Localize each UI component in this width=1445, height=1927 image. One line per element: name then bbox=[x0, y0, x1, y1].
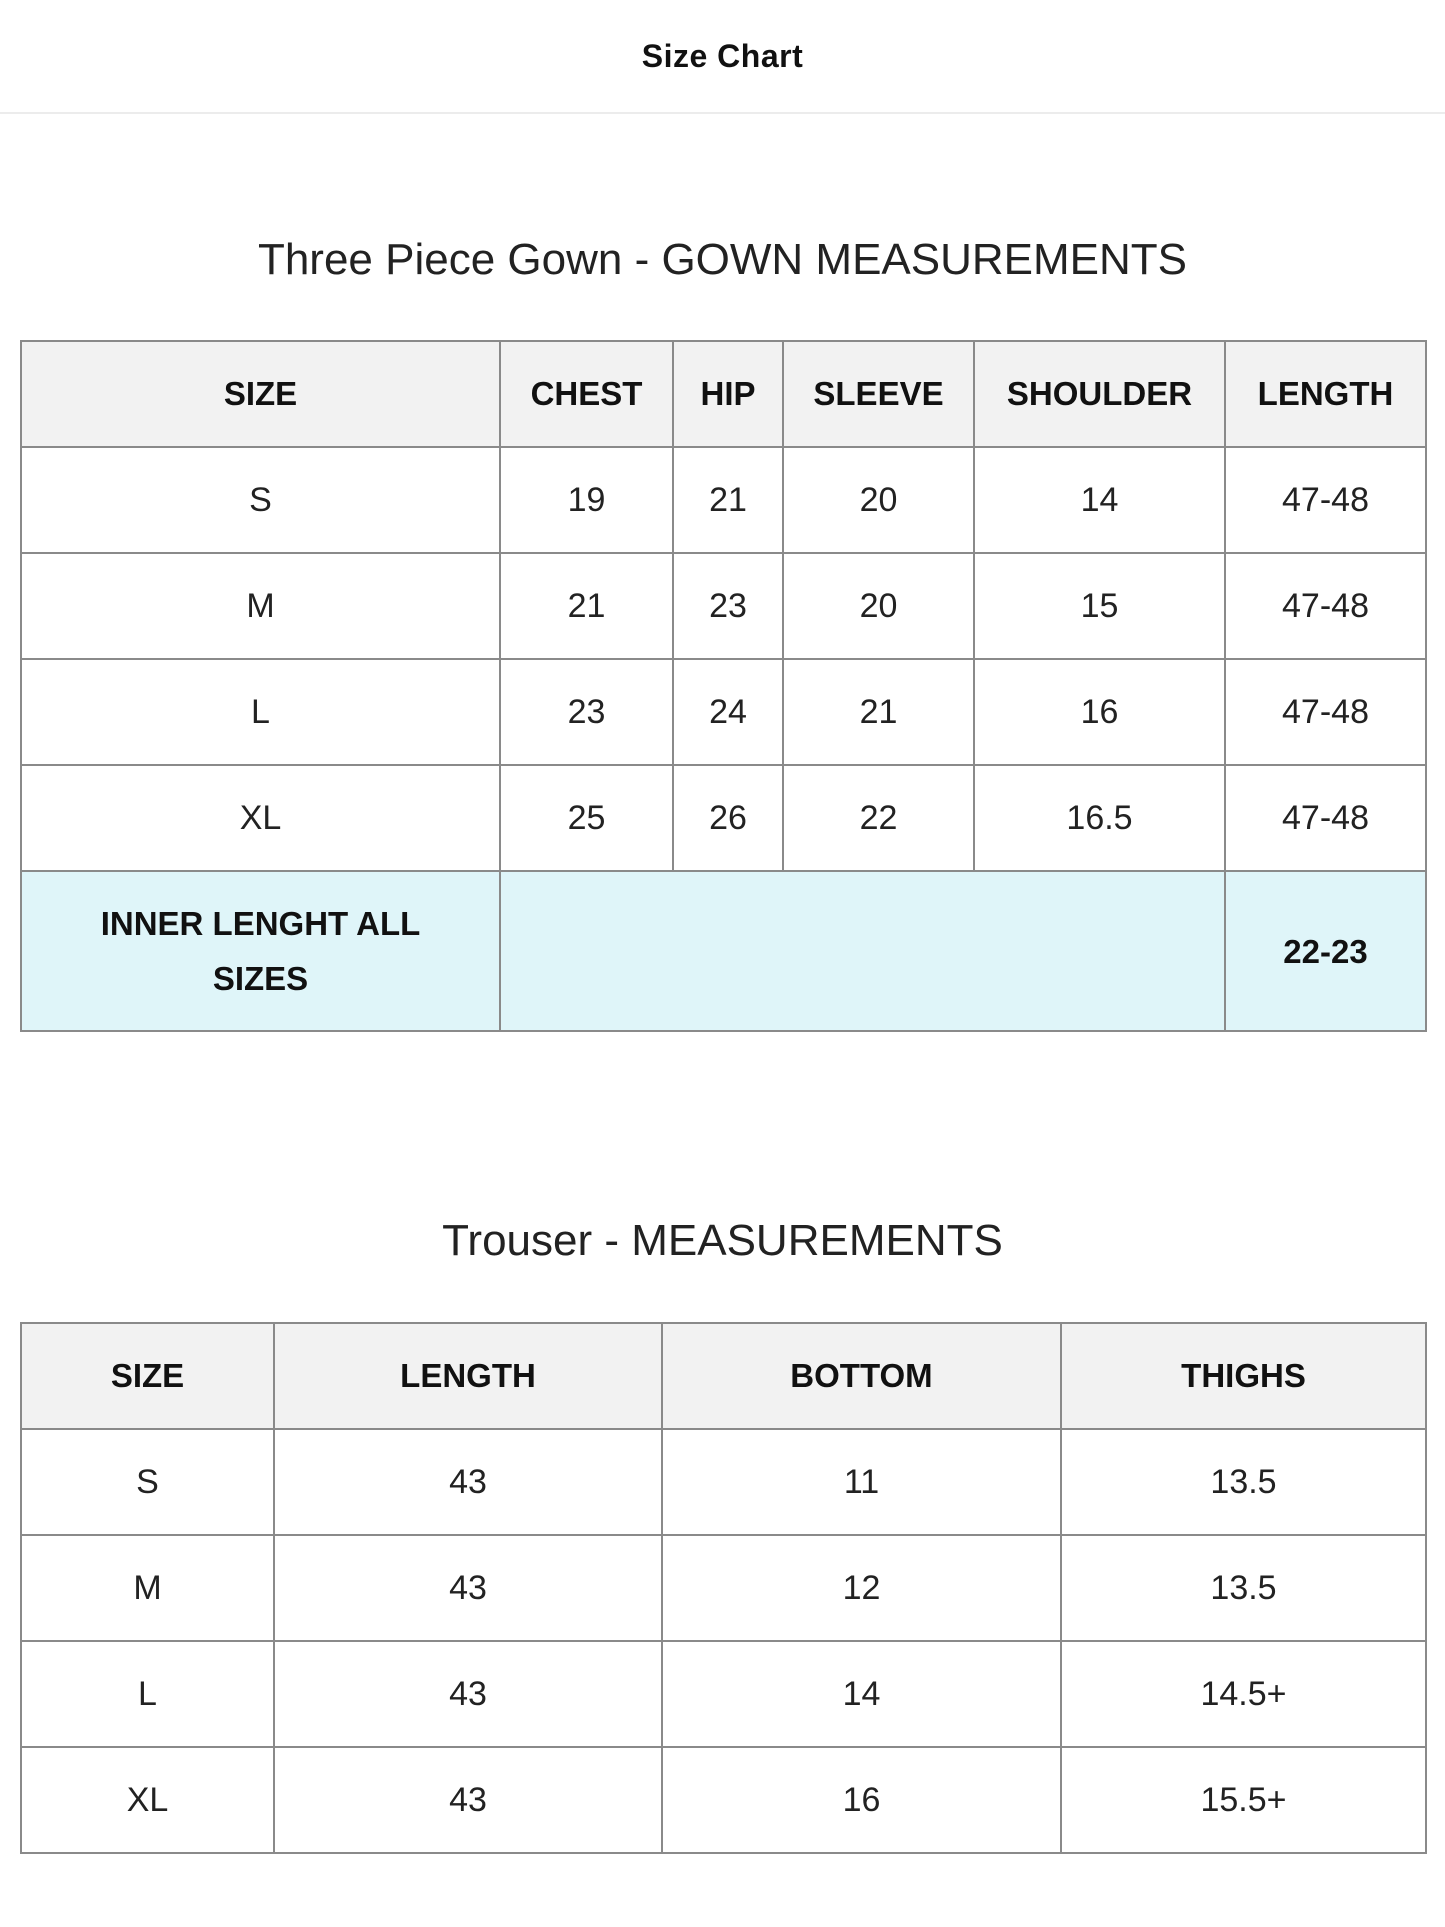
inner-length-row bbox=[21, 871, 1426, 1031]
column-header-thighs: THIGHS bbox=[1061, 1323, 1426, 1429]
trouser-measurements-table bbox=[20, 1322, 1427, 1854]
table-cell: 16 bbox=[662, 1747, 1061, 1853]
column-header-shoulder: SHOULDER bbox=[974, 341, 1225, 447]
table-cell: L bbox=[21, 659, 500, 765]
table-cell: 21 bbox=[783, 659, 974, 765]
table-header-row bbox=[21, 341, 1426, 447]
table-header-row bbox=[21, 1323, 1426, 1429]
column-header-chest: CHEST bbox=[500, 341, 673, 447]
table-cell: 14 bbox=[974, 447, 1225, 553]
table-cell: 47-48 bbox=[1225, 447, 1426, 553]
table-cell: 22 bbox=[783, 765, 974, 871]
table-cell: L bbox=[21, 1641, 274, 1747]
table-cell: 14.5+ bbox=[1061, 1641, 1426, 1747]
trouser-section-title: Trouser - MEASUREMENTS bbox=[442, 1216, 1003, 1265]
column-header-size: SIZE bbox=[21, 341, 500, 447]
table-cell: M bbox=[21, 553, 500, 659]
table-cell: 43 bbox=[274, 1535, 662, 1641]
top-bar bbox=[0, 0, 1445, 114]
gown-section-title: Three Piece Gown - GOWN MEASUREMENTS bbox=[257, 235, 1188, 284]
table-cell: S bbox=[21, 1429, 274, 1535]
table-cell: 11 bbox=[662, 1429, 1061, 1535]
table-cell: 26 bbox=[673, 765, 783, 871]
table-cell: XL bbox=[21, 1747, 274, 1853]
table-cell: 47-48 bbox=[1225, 659, 1426, 765]
table-row bbox=[21, 1747, 1426, 1853]
table-row bbox=[21, 447, 1426, 553]
inner-length-value: 22-23 bbox=[1225, 871, 1426, 1031]
gown-measurements-table bbox=[20, 340, 1427, 1032]
table-cell: S bbox=[21, 447, 500, 553]
table-row bbox=[21, 1429, 1426, 1535]
table-cell: 20 bbox=[783, 553, 974, 659]
table-cell: 21 bbox=[673, 447, 783, 553]
table-cell: 20 bbox=[783, 447, 974, 553]
column-header-bottom: BOTTOM bbox=[662, 1323, 1061, 1429]
table-cell: 12 bbox=[662, 1535, 1061, 1641]
table-cell: 16 bbox=[974, 659, 1225, 765]
table-cell: 23 bbox=[500, 659, 673, 765]
inner-length-label: INNER LENGHT ALL SIZES bbox=[21, 871, 500, 1031]
table-cell: 21 bbox=[500, 553, 673, 659]
table-cell: 23 bbox=[673, 553, 783, 659]
table-cell: 15.5+ bbox=[1061, 1747, 1426, 1853]
table-cell: 43 bbox=[274, 1747, 662, 1853]
table-row bbox=[21, 1641, 1426, 1747]
table-cell: 43 bbox=[274, 1429, 662, 1535]
table-cell: M bbox=[21, 1535, 274, 1641]
table-cell: 13.5 bbox=[1061, 1535, 1426, 1641]
column-header-length: LENGTH bbox=[1225, 341, 1426, 447]
table-cell: 47-48 bbox=[1225, 765, 1426, 871]
column-header-size: SIZE bbox=[21, 1323, 274, 1429]
table-cell: 47-48 bbox=[1225, 553, 1426, 659]
table-row bbox=[21, 1535, 1426, 1641]
table-cell: 13.5 bbox=[1061, 1429, 1426, 1535]
table-row bbox=[21, 765, 1426, 871]
table-cell: XL bbox=[21, 765, 500, 871]
column-header-sleeve: SLEEVE bbox=[783, 341, 974, 447]
column-header-length: LENGTH bbox=[274, 1323, 662, 1429]
table-cell: 43 bbox=[274, 1641, 662, 1747]
table-cell: 19 bbox=[500, 447, 673, 553]
table-row bbox=[21, 553, 1426, 659]
table-cell: 25 bbox=[500, 765, 673, 871]
column-header-hip: HIP bbox=[673, 341, 783, 447]
page-title: Size Chart bbox=[641, 37, 804, 74]
table-cell: 14 bbox=[662, 1641, 1061, 1747]
table-cell: 15 bbox=[974, 553, 1225, 659]
inner-length-empty-cell bbox=[500, 871, 1225, 1031]
table-cell: 24 bbox=[673, 659, 783, 765]
table-row bbox=[21, 659, 1426, 765]
table-cell: 16.5 bbox=[974, 765, 1225, 871]
